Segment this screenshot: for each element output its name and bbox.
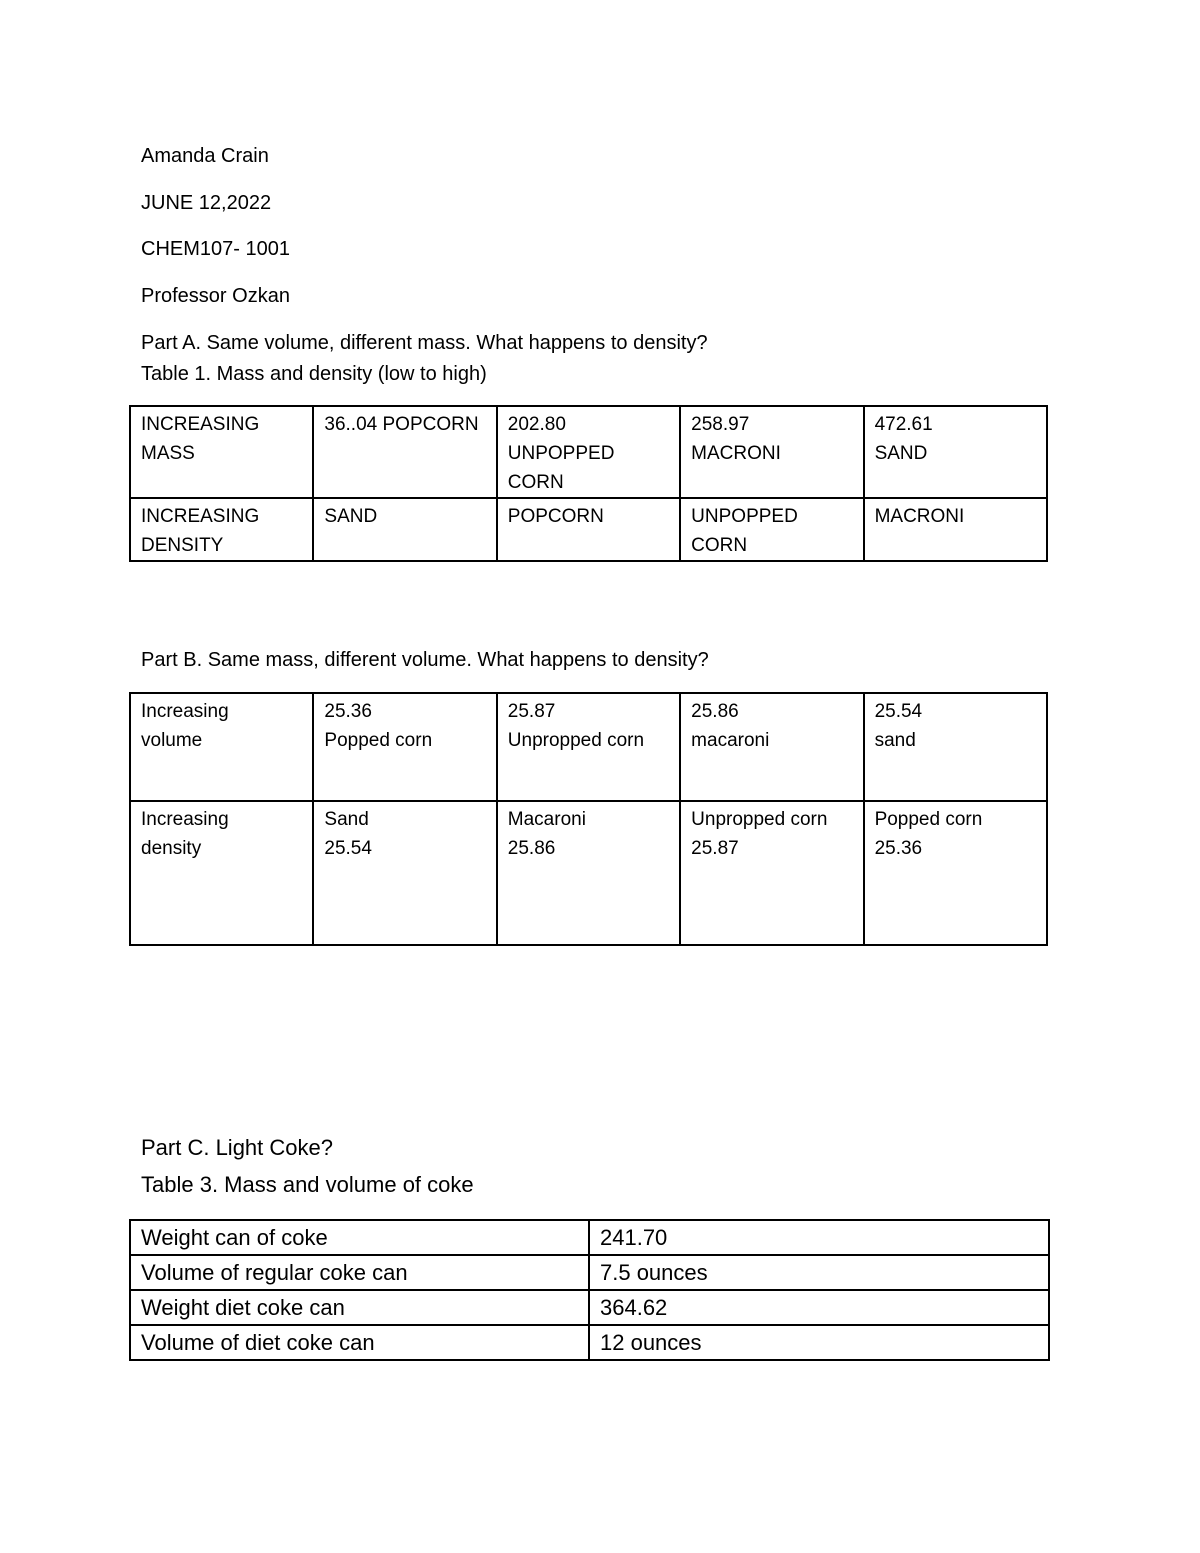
table-cell: POPCORN — [497, 498, 680, 561]
table-3 — [129, 1219, 1050, 1361]
table-cell: Volume of diet coke can — [130, 1325, 589, 1360]
part-b-heading: Part B. Same mass, different volume. What happens to density? — [141, 649, 709, 671]
table-cell: 36..04 POPCORN — [313, 406, 496, 498]
table-cell: 12 ounces — [589, 1325, 1049, 1360]
part-c-heading: Part C. Light Coke? — [141, 1135, 333, 1160]
table-cell: UNPOPPED CORN — [680, 498, 863, 561]
table-cell: Weight diet coke can — [130, 1290, 589, 1325]
table-cell: 7.5 ounces — [589, 1255, 1049, 1290]
table-cell: Popped corn 25.36 — [864, 801, 1047, 945]
table-row — [130, 1220, 1049, 1255]
table-3-title: Table 3. Mass and volume of coke — [141, 1172, 474, 1197]
table-cell: 258.97 MACRONI — [680, 406, 863, 498]
table-cell: INCREASING DENSITY — [130, 498, 313, 561]
course: CHEM107- 1001 — [141, 238, 290, 260]
table-1 — [129, 405, 1048, 562]
table-cell: Increasing density — [130, 801, 313, 945]
table-cell: SAND — [313, 498, 496, 561]
table-row — [130, 406, 1047, 498]
table-cell: Volume of regular coke can — [130, 1255, 589, 1290]
table-1-title: Table 1. Mass and density (low to high) — [141, 363, 487, 385]
table-cell: 25.54 sand — [864, 693, 1047, 801]
table-cell: 202.80 UNPOPPED CORN — [497, 406, 680, 498]
table-cell: Sand 25.54 — [313, 801, 496, 945]
part-a-heading: Part A. Same volume, different mass. What happens to density? — [141, 332, 708, 354]
table-cell: Weight can of coke — [130, 1220, 589, 1255]
table-cell: MACRONI — [864, 498, 1047, 561]
table-cell: 25.87 Unpropped corn — [497, 693, 680, 801]
table-2 — [129, 692, 1048, 946]
table-cell: Unpropped corn 25.87 — [680, 801, 863, 945]
date: JUNE 12,2022 — [141, 192, 272, 214]
table-row — [130, 801, 1047, 945]
table-row — [130, 1325, 1049, 1360]
table-cell: INCREASING MASS — [130, 406, 313, 498]
table-row — [130, 693, 1047, 801]
table-row — [130, 498, 1047, 561]
table-cell: 25.36 Popped corn — [313, 693, 496, 801]
table-cell: 364.62 — [589, 1290, 1049, 1325]
table-cell: 241.70 — [589, 1220, 1049, 1255]
table-cell: 472.61 SAND — [864, 406, 1047, 498]
table-row — [130, 1290, 1049, 1325]
professor: Professor Ozkan — [141, 285, 290, 307]
table-cell: Increasing volume — [130, 693, 313, 801]
table-cell: 25.86 macaroni — [680, 693, 863, 801]
table-row — [130, 1255, 1049, 1290]
table-cell: Macaroni 25.86 — [497, 801, 680, 945]
student-name: Amanda Crain — [141, 145, 269, 167]
